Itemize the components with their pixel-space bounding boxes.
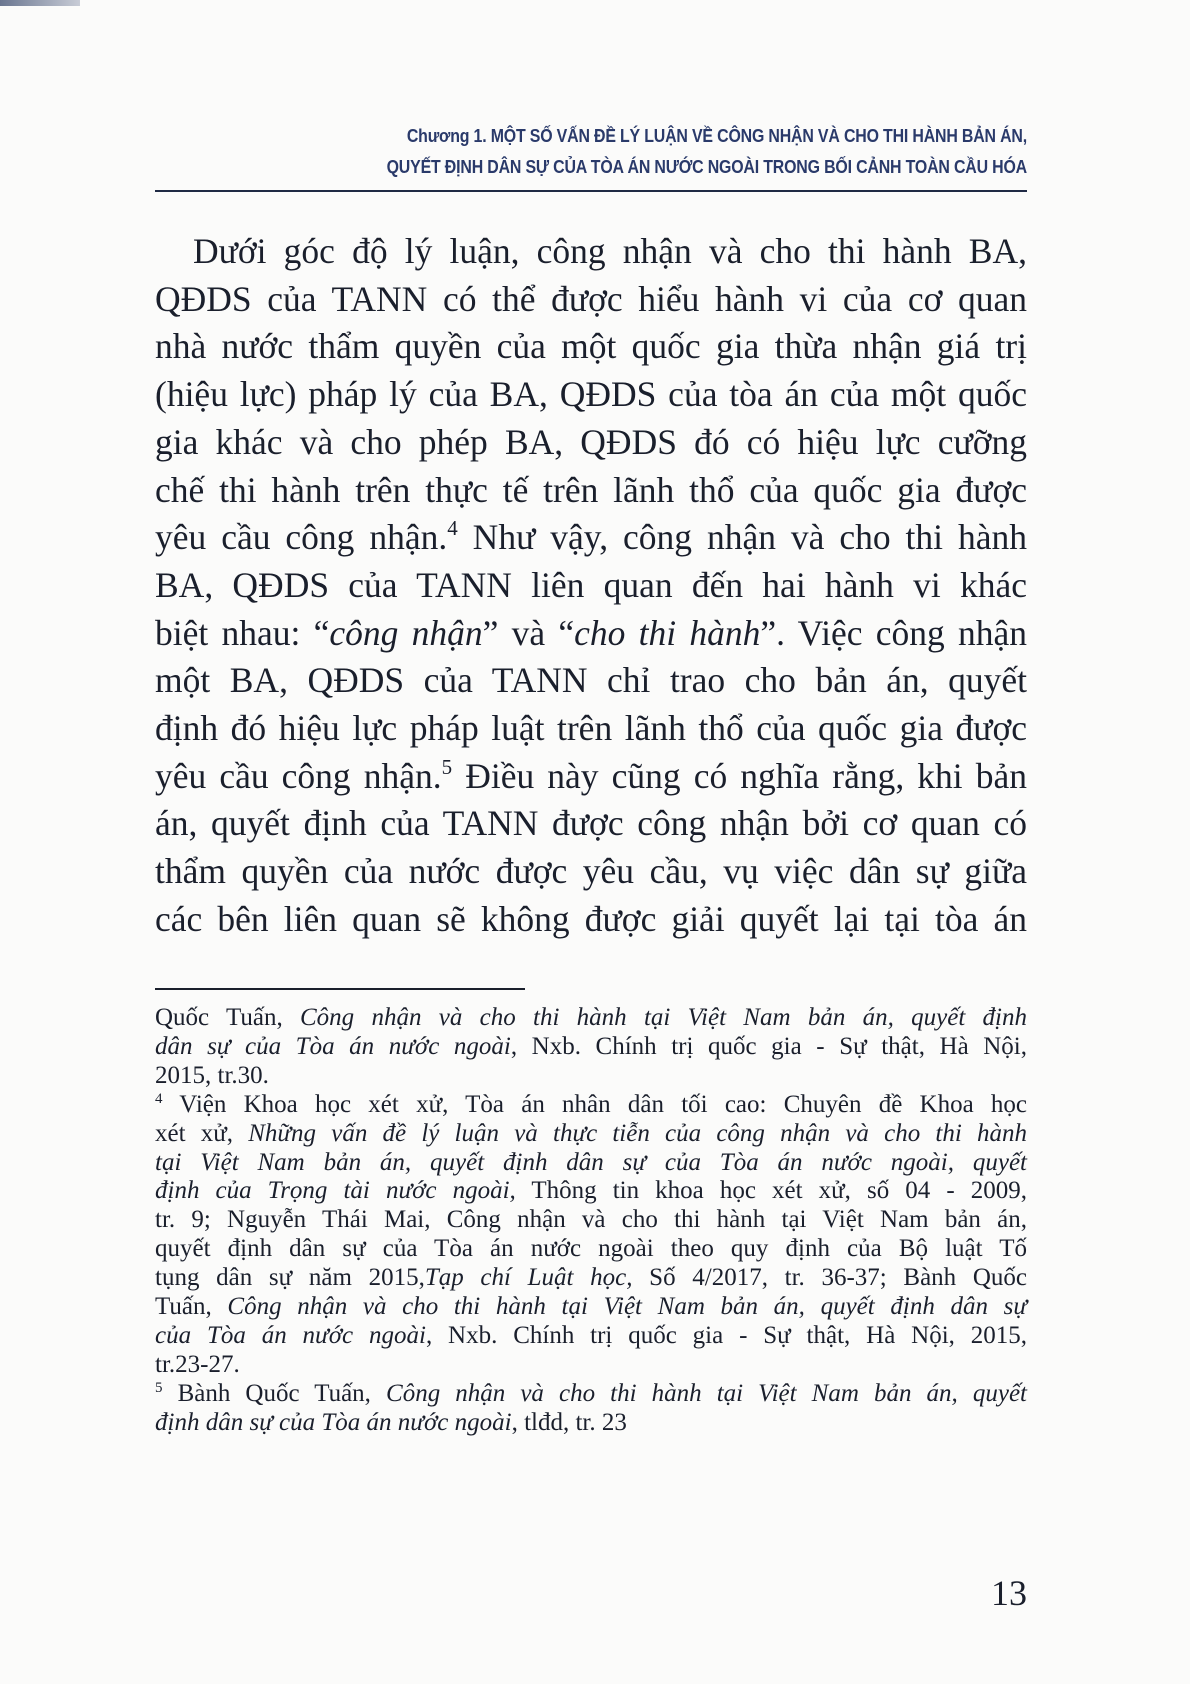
- footnote-text: Thông tin khoa học xét xử, số 04 - 2009,: [515, 1177, 1027, 1205]
- footnote-4-line: [155, 1293, 1027, 1322]
- footnote-3-line: 2015, tr.30.: [155, 1061, 269, 1089]
- footnote-title: Công nhận và cho thi hành tại Việt Nam bản án, quyết định: [300, 1004, 1027, 1031]
- footnote-4-line: [155, 1120, 1027, 1149]
- footnote-5-line: [155, 1380, 1027, 1409]
- footnote-3-line: [155, 1033, 1027, 1062]
- footnote-ref-4[interactable]: 4: [447, 516, 458, 541]
- footnote-4-line: [155, 1177, 1027, 1206]
- body-line: án, quyết định của TANN được công nhận bởi cơ quan có: [155, 803, 1027, 844]
- footnote-text: , tlđd, tr. 23: [511, 1408, 627, 1436]
- body-paragraph: [155, 228, 1027, 944]
- footnote-text: Viện Khoa học xét xử, Tòa án nhân dân tối cao: Chuyên đề Khoa học: [162, 1090, 1027, 1118]
- body-line: định đó hiệu lực pháp luật trên lãnh thổ của quốc gia được: [155, 708, 1027, 749]
- footnote-4-line: tr.23-27.: [155, 1350, 240, 1378]
- running-header: [277, 120, 1027, 182]
- footnote-text: Bành Quốc Tuấn,: [162, 1379, 387, 1407]
- footnote-title: tại Việt Nam bản án, quyết định dân sự của Tòa án nước ngoài, quyết: [155, 1148, 1027, 1176]
- body-text: yêu cầu công nhận.: [155, 755, 442, 796]
- emphasis-term: công nhận: [329, 612, 483, 653]
- emphasis-term: cho thi hành: [574, 612, 761, 653]
- body-line: các bên liên quan sẽ không được giải quyết lại tại tòa án: [155, 898, 1027, 939]
- scan-edge-mark: [0, 0, 80, 6]
- body-line: BA, QĐDS của TANN liên quan đến hai hành vi khác: [155, 564, 1027, 605]
- footnote-divider: [155, 988, 525, 990]
- body-line: một BA, QĐDS của TANN chỉ trao cho bản án, quyết: [155, 660, 1027, 701]
- footnote-4-line: [155, 1149, 1027, 1178]
- body-line: chế thi hành trên thực tế trên lãnh thổ của quốc gia được: [155, 469, 1027, 510]
- footnote-text: tụng dân sự năm 2015,: [155, 1264, 425, 1292]
- body-line: thẩm quyền của nước được yêu cầu, vụ việc dân sự giữa: [155, 851, 1027, 892]
- footnote-title: Công nhận và cho thi hành tại Việt Nam bản án, quyết định dân sự: [227, 1293, 1027, 1321]
- body-text: ” và “: [482, 612, 575, 653]
- footnote-title: định của Trọng tài nước ngoài,: [155, 1177, 516, 1205]
- body-text: Điều này cũng có nghĩa rằng, khi bản: [452, 755, 1027, 796]
- footnote-text: Số 4/2017, tr. 36-37; Bành Quốc: [632, 1264, 1027, 1292]
- footnotes: [155, 1004, 1027, 1438]
- footnote-text: Quốc Tuấn,: [155, 1004, 300, 1031]
- body-line: [155, 514, 1027, 562]
- body-text: biệt nhau: “: [155, 612, 330, 653]
- header-divider: [155, 190, 1027, 192]
- footnote-3-line: [155, 1004, 1027, 1033]
- footnote-4-line: [155, 1322, 1027, 1351]
- footnote-title: Công nhận và cho thi hành tại Việt Nam bản án, quyết: [386, 1379, 1028, 1407]
- footnote-text: Tuấn,: [155, 1293, 228, 1321]
- footnote-4-line: [155, 1091, 1027, 1120]
- running-header-line-2: QUYẾT ĐỊNH DÂN SỰ CỦA TÒA ÁN NƯỚC NGOÀI TRONG BỐI CẢNH TOÀN CẦU HÓA: [386, 156, 1027, 177]
- footnote-title: Những vấn đề lý luận và thực tiễn của công nhận và cho thi hành: [248, 1119, 1027, 1147]
- body-line: nhà nước thẩm quyền của một quốc gia thừa nhận giá trị: [155, 326, 1027, 367]
- body-text: yêu cầu công nhận.: [155, 517, 448, 558]
- footnote-text: , Nxb. Chính trị quốc gia - Sự thật, Hà Nội,: [510, 1032, 1027, 1060]
- page-number: 13: [991, 1573, 1027, 1613]
- footnote-title: dân sự của Tòa án nước ngoài: [155, 1032, 511, 1060]
- footnote-text: xét xử,: [155, 1119, 249, 1147]
- body-line: [155, 753, 1027, 801]
- footnote-ref-5[interactable]: 5: [441, 754, 453, 779]
- body-line: gia khác và cho phép BA, QĐDS đó có hiệu lực cưỡng: [155, 421, 1027, 462]
- footnote-text: , Nxb. Chính trị quốc gia - Sự thật, Hà Nội, 2015,: [425, 1321, 1027, 1349]
- footnote-title: của Tòa án nước ngoài: [155, 1321, 426, 1349]
- body-text: Như vậy, công nhận và cho thi hành: [457, 517, 1027, 558]
- footnote-number: 5: [155, 1379, 163, 1396]
- body-line: [155, 610, 1027, 658]
- footnote-title: Tạp chí Luật học,: [424, 1264, 633, 1292]
- body-line: (hiệu lực) pháp lý của BA, QĐDS của tòa án của một quốc: [155, 374, 1027, 415]
- running-header-line-1: Chương 1. MỘT SỐ VẤN ĐỀ LÝ LUẬN VỀ CÔNG NHẬN VÀ CHO THI HÀNH BẢN ÁN,: [406, 125, 1027, 146]
- footnote-4-line: tr. 9; Nguyễn Thái Mai, Công nhận và cho thi hành tại Việt Nam bản án,: [155, 1206, 1027, 1234]
- body-text: ”. Việc công nhận: [760, 612, 1028, 653]
- body-line: QĐDS của TANN có thể được hiểu hành vi của cơ quan: [155, 278, 1027, 319]
- footnote-number: 4: [155, 1090, 163, 1107]
- footnote-4-line: quyết định dân sự của Tòa án nước ngoài theo quy định của Bộ luật Tố: [155, 1235, 1027, 1263]
- body-line: Dưới góc độ lý luận, công nhận và cho thi hành BA,: [193, 231, 1027, 271]
- footnote-5-line: [155, 1409, 1027, 1438]
- footnote-title: định dân sự của Tòa án nước ngoài: [155, 1408, 512, 1436]
- footnote-4-line: [155, 1264, 1027, 1293]
